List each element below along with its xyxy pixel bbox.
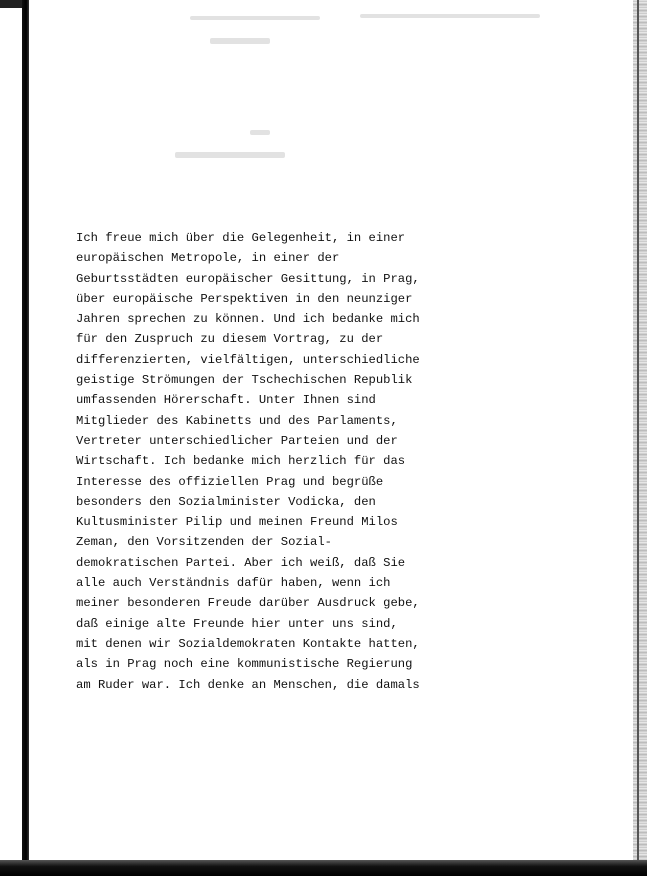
text-line: Wirtschaft. Ich bedanke mich herzlich für das: [76, 454, 406, 469]
scan-edge-bottom: [0, 860, 647, 876]
text-line: am Ruder war. Ich denke an Menschen, die damals: [76, 677, 420, 692]
text-line: umfassenden Hörerschaft. Unter Ihnen sind: [76, 393, 376, 408]
text-line: europäischen Metropole, in einer der: [76, 251, 340, 266]
body-text: [76, 228, 421, 695]
text-line: über europäische Perspektiven in den neunziger: [76, 291, 413, 306]
bleed-through-mark: [190, 16, 320, 20]
text-line: Jahren sprechen zu können. Und ich bedanke mich: [76, 312, 420, 327]
scan-edge-right: [633, 0, 647, 876]
bleed-through-mark: [210, 38, 270, 44]
bleed-through-mark: [175, 152, 285, 158]
text-line: daß einige alte Freunde hier unter uns sind,: [76, 616, 398, 631]
text-line: alle auch Verständnis dafür haben, wenn ich: [76, 576, 391, 591]
text-line: für den Zuspruch zu diesem Vortrag, zu der: [76, 332, 384, 347]
text-line: Ich freue mich über die Gelegenheit, in einer: [76, 231, 406, 245]
scan-edge-right-line: [637, 0, 639, 876]
text-line: als in Prag noch eine kommunistische Regierung: [76, 657, 413, 672]
text-line: Interesse des offiziellen Prag und begrüße: [76, 474, 384, 489]
bleed-through-mark: [250, 130, 270, 135]
scan-edge-top-left: [0, 0, 22, 8]
text-line: mit denen wir Sozialdemokraten Kontakte hatten,: [76, 636, 420, 651]
text-line: demokratischen Partei. Aber ich weiß, daß Sie: [76, 555, 406, 570]
text-line: Vertreter unterschiedlicher Parteien und der: [76, 433, 398, 448]
text-line: geistige Strömungen der Tschechischen Republik: [76, 373, 413, 388]
text-line: Kultusminister Pilip und meinen Freund Milos: [76, 515, 398, 530]
text-line: Mitglieder des Kabinetts und des Parlaments,: [76, 413, 398, 428]
text-line: Geburtsstädten europäischer Gesittung, in Prag,: [76, 271, 420, 286]
text-line: meiner besonderen Freude darüber Ausdruck gebe,: [76, 596, 420, 611]
text-line: Zeman, den Vorsitzenden der Sozial-: [76, 535, 332, 550]
text-line: besonders den Sozialminister Vodicka, den: [76, 494, 376, 509]
text-line: differenzierten, vielfältigen, unterschiedliche: [76, 352, 420, 367]
scan-edge-left: [22, 0, 29, 876]
bleed-through-mark: [360, 14, 540, 18]
